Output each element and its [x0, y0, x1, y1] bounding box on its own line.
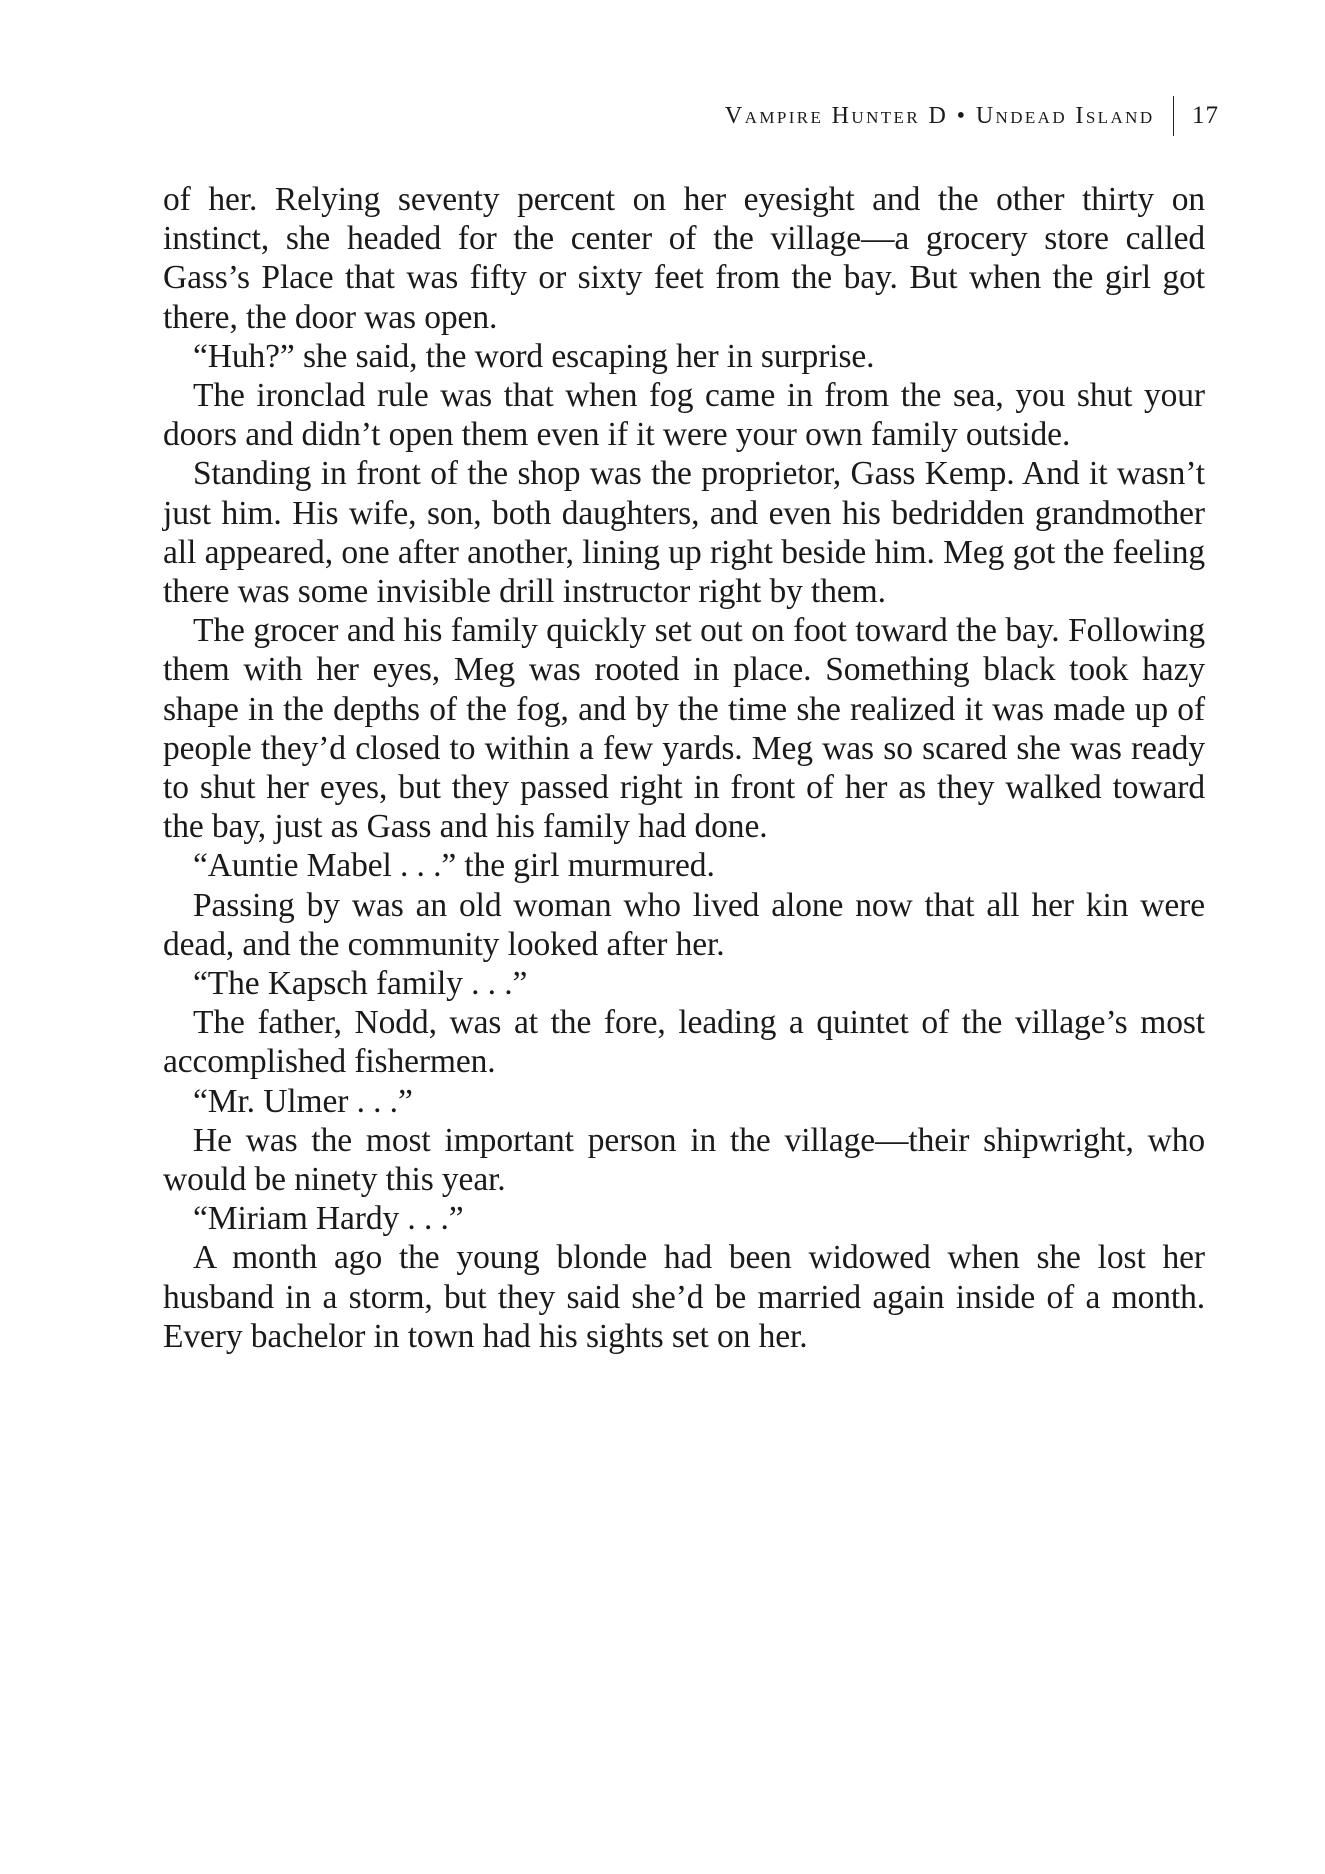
paragraph: “Huh?” she said, the word escaping her in surprise. [193, 337, 875, 375]
page-number: 17 [1192, 102, 1219, 129]
paragraph: The ironclad rule was that when fog came in from the sea, you shut your doors and didn’t open them even if it were your own family outside. [163, 377, 1205, 454]
running-head [725, 96, 1219, 136]
paragraph: of her. Relying seventy percent on her eyesight and the other thirty on instinct, she headed for the center of the village—a grocery store called Gass’s Place that was fifty or sixty feet from the bay. But when the girl got there, the door was open. [163, 181, 1205, 336]
paragraph: He was the most important person in the village—their shipwright, who would be ninety this year. [163, 1121, 1205, 1199]
paragraph: “The Kapsch family . . .” [193, 965, 528, 1003]
paragraph: Standing in front of the shop was the proprietor, Gass Kemp. And it wasn’t just him. His wife, son, both daughters, and even his bedridden grandmother all appeared, one after another, lining up right beside him. Meg got the feeling there was some invisible drill instructor right by them. [163, 455, 1205, 611]
paragraph: A month ago the young blonde had been widowed when she lost her husband in a storm, but they said she’d be married again inside of a month. Every bachelor in town had his sights set on her. [163, 1239, 1205, 1355]
paragraph: Passing by was an old woman who lived alone now that all her kin were dead, and the community looked after her. [163, 886, 1205, 963]
paragraph: The grocer and his family quickly set out on foot toward the bay. Following them with her eyes, Meg was rooted in place. Something black took hazy shape in the depths of the fog, and by the time she realized it was made up of people they’d closed to within a few yards. Meg was so scared she was ready to shut her eyes, but they passed right in front of her as they walked toward the bay, just as Gass and his family had done. [163, 612, 1205, 846]
book-title: Vampire Hunter D • Undead Island [724, 103, 1155, 129]
paragraph: “Miriam Hardy . . .” [193, 1200, 464, 1238]
paragraph: “Auntie Mabel . . .” the girl murmured. [193, 847, 715, 885]
paragraph: “Mr. Ulmer . . .” [193, 1082, 413, 1120]
paragraph: The father, Nodd, was at the fore, leading a quintet of the village’s most accomplished fishermen. [163, 1004, 1205, 1081]
body-text [163, 180, 1205, 1356]
